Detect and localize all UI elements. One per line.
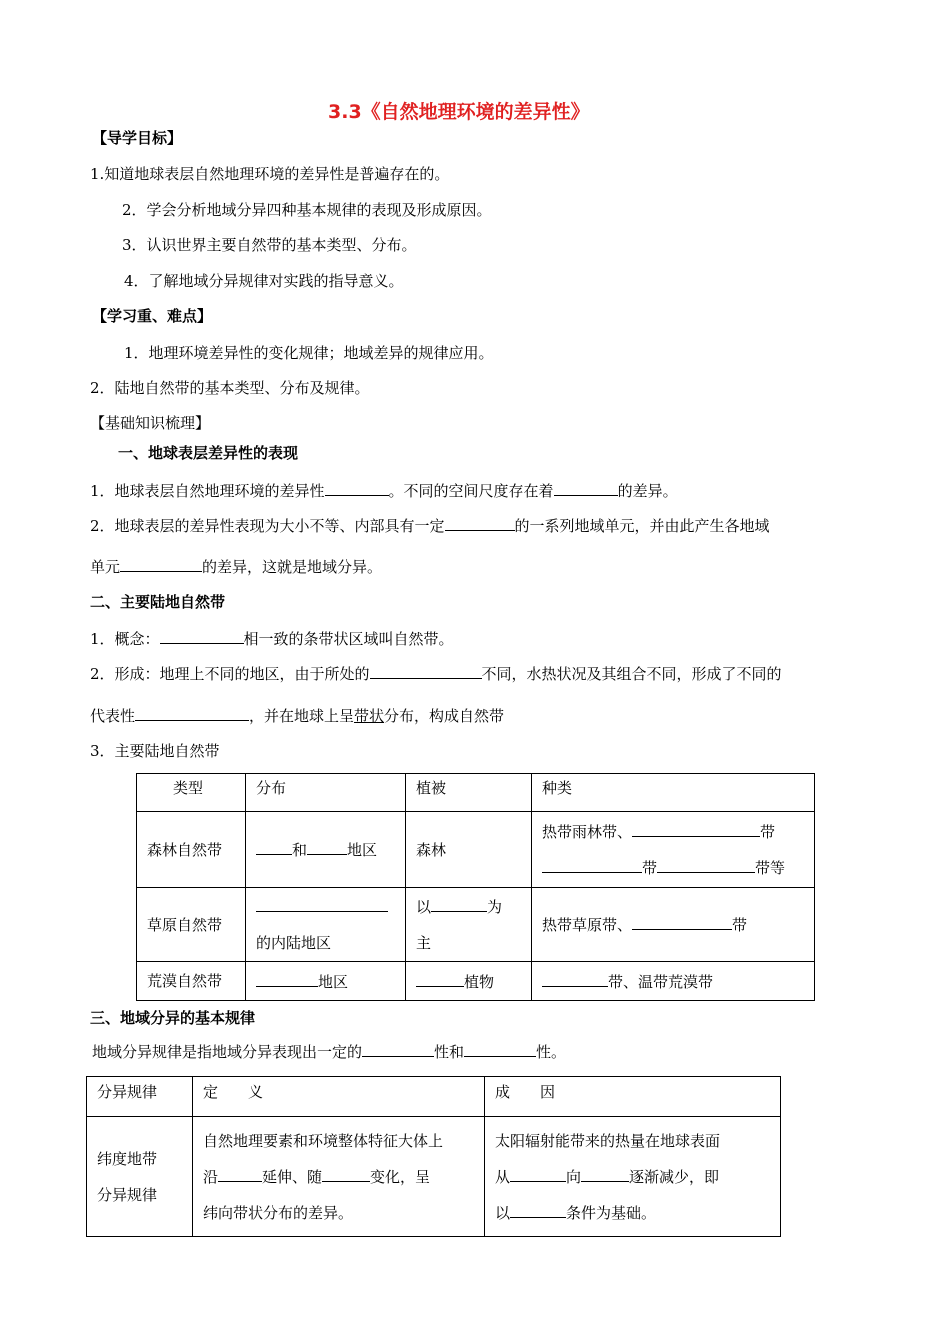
text: 的一系列地域单元，并由此产生各地域 (514, 517, 770, 535)
header-cell-kinds: 种类 (532, 774, 815, 812)
goal-item-3: 3．认识世界主要自然带的基本类型、分布。 (122, 236, 417, 254)
header-cell-vegetation: 植被 (406, 774, 532, 812)
text: 和 (292, 841, 308, 859)
cause-line: 太阳辐射能带来的热量在地球表面 (495, 1131, 721, 1150)
text: 带 (732, 916, 748, 934)
fill-blank[interactable] (542, 857, 642, 873)
fill-blank[interactable] (542, 971, 608, 987)
part2-question-3: 3．主要陆地自然带 (90, 742, 220, 760)
part2-heading: 二、主要陆地自然带 (90, 593, 226, 611)
page-title: 3.3《自然地理环境的差异性》 (328, 101, 590, 123)
natural-zones-table (136, 773, 815, 1001)
rule-name-line: 分异规律 (97, 1185, 158, 1204)
text: 的差异，这就是地域分异。 (202, 558, 383, 576)
focus-item-2: 2．陆地自然带的基本类型、分布及规律。 (90, 379, 370, 397)
text: 代表性 (90, 707, 136, 725)
fill-blank[interactable] (464, 1041, 536, 1057)
table-row (137, 812, 815, 888)
cause-line (495, 1195, 770, 1231)
cause-line (495, 1159, 770, 1195)
part2-question-2-cont (90, 705, 504, 726)
goal-item-1: 1.知道地球表层自然地理环境的差异性是普遍存在的。 (90, 165, 450, 183)
text: 热带草原带、 (542, 916, 633, 934)
part3-intro (92, 1041, 566, 1062)
fill-blank[interactable] (135, 705, 249, 721)
text: 变化，呈 (370, 1167, 431, 1186)
text: 的差异。 (617, 482, 678, 500)
fill-blank[interactable] (256, 839, 292, 855)
text: 从 (495, 1167, 511, 1186)
fill-blank[interactable] (370, 663, 482, 679)
goal-item-2: 2．学会分析地域分异四种基本规律的表现及形成原因。 (122, 201, 492, 219)
fill-blank[interactable] (416, 971, 464, 987)
header-cell-cause: 成 因 (485, 1077, 781, 1117)
fill-blank[interactable] (431, 896, 487, 912)
text: 带 (760, 822, 776, 841)
fill-blank[interactable] (632, 914, 732, 930)
text: 以 (416, 897, 432, 916)
fill-blank[interactable] (510, 1166, 566, 1182)
goals-header: 【导学目标】 (92, 129, 183, 147)
fill-blank[interactable] (256, 896, 388, 912)
part3-heading: 三、地域分异的基本规律 (90, 1009, 256, 1027)
veg-line: 主 (416, 933, 432, 952)
kinds-cell (532, 962, 815, 1001)
vegetation-cell: 森林 (406, 812, 532, 888)
table-row (87, 1117, 781, 1237)
header-cell-definition: 定 义 (193, 1077, 485, 1117)
text: 带等 (755, 858, 786, 877)
distribution-cell (246, 888, 406, 962)
table-row (137, 888, 815, 962)
part1-heading: 一、地球表层差异性的表现 (118, 444, 299, 462)
text: 单元 (90, 558, 121, 576)
text: 2．地球表层的差异性表现为大小不等、内部具有一定 (90, 517, 445, 535)
basics-header: 【基础知识梳理】 (90, 414, 211, 432)
text: 带、温带荒漠带 (608, 972, 714, 991)
fill-blank[interactable] (322, 1166, 370, 1182)
type-cell: 森林自然带 (137, 812, 246, 888)
fill-blank[interactable] (581, 1166, 629, 1182)
text: 分布，构成自然带 (384, 707, 505, 725)
kinds-cell (532, 888, 815, 962)
differentiation-rules-table (86, 1076, 781, 1237)
table-row (137, 962, 815, 1001)
vegetation-cell (406, 962, 532, 1001)
text: 延伸、随 (262, 1167, 323, 1186)
cause-cell (485, 1117, 781, 1237)
text: 地区 (318, 972, 349, 991)
veg-line (416, 889, 521, 925)
text: 地域分异规律是指地域分异表现出一定的 (92, 1043, 363, 1061)
focus-item-1: 1．地理环境差异性的变化规律；地域差异的规律应用。 (124, 344, 494, 362)
text: ，并在地球上呈 (249, 707, 355, 725)
distribution-cell (246, 962, 406, 1001)
text: 1．概念： (90, 630, 160, 648)
text: 2．形成：地理上不同的地区，由于所处的 (90, 665, 370, 683)
fill-blank[interactable] (218, 1166, 262, 1182)
definition-line: 自然地理要素和环境整体特征大体上 (203, 1131, 444, 1150)
text: 。不同的空间尺度存在着 (388, 482, 554, 500)
focus-header: 【学习重、难点】 (92, 307, 213, 325)
part1-question-2 (90, 515, 770, 536)
fill-blank[interactable] (554, 480, 618, 496)
type-cell: 草原自然带 (137, 888, 246, 962)
definition-line (203, 1159, 474, 1195)
text: 1．地球表层自然地理环境的差异性 (90, 482, 325, 500)
text: 热带雨林带、 (542, 822, 633, 841)
part1-question-1 (90, 480, 678, 501)
goal-item-4: 4．了解地域分异规律对实践的指导意义。 (124, 272, 404, 290)
definition-line: 纬向带状分布的差异。 (203, 1203, 354, 1222)
text: 性。 (536, 1043, 567, 1061)
type-cell: 荒漠自然带 (137, 962, 246, 1001)
definition-cell (193, 1117, 485, 1237)
header-cell-distribution: 分布 (246, 774, 406, 812)
rule-name-line: 纬度地带 (97, 1149, 158, 1168)
distribution-cell (246, 812, 406, 888)
part1-question-2-cont (90, 556, 382, 577)
fill-blank[interactable] (632, 821, 760, 837)
text: 植物 (464, 972, 495, 991)
text: 性和 (434, 1043, 465, 1061)
fill-blank[interactable] (325, 480, 389, 496)
header-cell-rule: 分异规律 (87, 1077, 193, 1117)
dist-line (256, 889, 395, 925)
text: 带 (642, 858, 658, 877)
text: 向 (566, 1167, 582, 1186)
fill-blank[interactable] (256, 971, 318, 987)
part2-question-2 (90, 663, 782, 684)
text: 逐渐减少，即 (629, 1167, 720, 1186)
text: 沿 (203, 1167, 219, 1186)
text: 为 (487, 897, 503, 916)
text: 相一致的条带状区域叫自然带。 (243, 630, 454, 648)
fill-blank[interactable] (510, 1202, 566, 1218)
fill-blank[interactable] (160, 628, 244, 644)
fill-blank[interactable] (445, 515, 515, 531)
kinds-line (542, 814, 804, 850)
underlined-text: 带状 (354, 707, 385, 725)
vegetation-cell (406, 888, 532, 962)
text: 以 (495, 1203, 511, 1222)
fill-blank[interactable] (657, 857, 755, 873)
header-cell-type: 类型 (137, 774, 246, 812)
part2-question-1 (90, 628, 454, 649)
dist-line: 的内陆地区 (256, 933, 332, 952)
kinds-cell (532, 812, 815, 888)
fill-blank[interactable] (362, 1041, 434, 1057)
table-header-row (137, 774, 815, 812)
text: 地区 (347, 841, 378, 859)
fill-blank[interactable] (307, 839, 347, 855)
text: 不同，水热状况及其组合不同，形成了不同的 (481, 665, 782, 683)
kinds-line (542, 850, 804, 886)
fill-blank[interactable] (120, 556, 202, 572)
text: 条件为基础。 (566, 1203, 657, 1222)
rule-name-cell (87, 1117, 193, 1237)
table-header-row (87, 1077, 781, 1117)
